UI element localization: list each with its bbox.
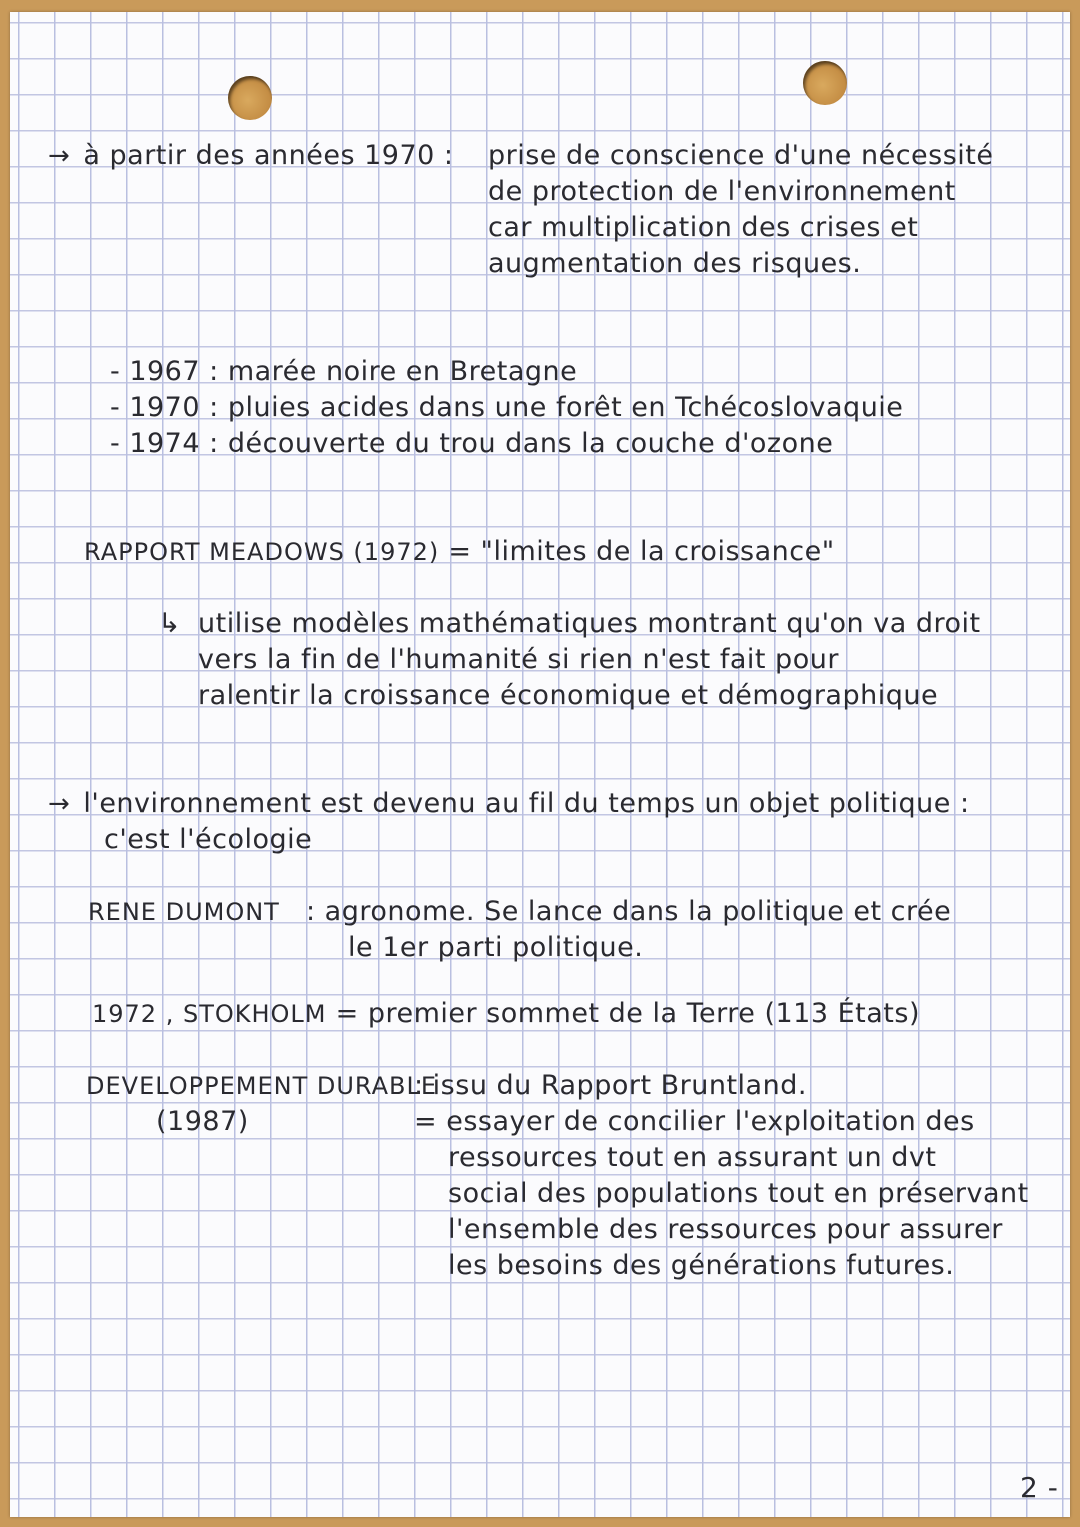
stockholm-title: 1972 , STOKHOLM xyxy=(92,1000,327,1028)
durable-line: = essayer de concilier l'exploitation des xyxy=(414,1106,975,1137)
ecology-note xyxy=(48,786,970,858)
event-year: - 1974 : xyxy=(110,428,219,459)
durable-year: (1987) xyxy=(156,1106,249,1137)
return-arrow-icon: ↳ xyxy=(158,608,182,639)
durable-line: social des populations tout en préservant xyxy=(448,1178,1029,1209)
stockholm-note xyxy=(92,996,920,1032)
intro-body xyxy=(488,138,993,282)
durable-line: l'ensemble des ressources pour assurer xyxy=(448,1214,1003,1245)
intro-lead xyxy=(48,138,454,174)
event-text: découverte du trou dans la couche d'ozone xyxy=(227,428,834,459)
meadows-title: RAPPORT MEADOWS (1972) xyxy=(84,538,440,566)
intro-line: car multiplication des crises et xyxy=(488,212,919,243)
dumont-title: RENE DUMONT xyxy=(88,898,280,926)
meadows-body xyxy=(198,606,981,714)
meadows-heading xyxy=(84,534,835,570)
intro-lead-text: à partir des années 1970 : xyxy=(83,140,454,171)
stockholm-text: = premier sommet de la Terre (113 États) xyxy=(335,998,920,1029)
punch-hole-right xyxy=(803,61,847,105)
meadows-line: vers la fin de l'humanité si rien n'est fait pour xyxy=(198,644,839,675)
event-year: - 1970 : xyxy=(110,392,219,423)
events-list xyxy=(110,354,903,462)
dumont-body xyxy=(306,894,951,966)
intro-line: prise de conscience d'une nécessité xyxy=(488,140,994,171)
meadows-equals: = "limites de la croissance" xyxy=(448,536,835,567)
dumont-line: le 1er parti politique. xyxy=(348,932,644,963)
event-year: - 1967 : xyxy=(110,356,219,387)
event-text: marée noire en Bretagne xyxy=(227,356,578,387)
durable-title: DEVELOPPEMENT DURABLE xyxy=(86,1072,438,1100)
notebook-page xyxy=(10,12,1070,1517)
event-item xyxy=(110,426,903,462)
durable-line: ressources tout en assurant un dvt xyxy=(448,1142,937,1173)
page-number: 2 - xyxy=(1020,1471,1059,1504)
event-text: pluies acides dans une forêt en Tchécoslovaquie xyxy=(227,392,904,423)
event-item xyxy=(110,390,903,426)
intro-line: de protection de l'environnement xyxy=(488,176,956,207)
intro-line: augmentation des risques. xyxy=(488,248,862,279)
ecology-line: l'environnement est devenu au fil du temps un objet politique : xyxy=(83,788,970,819)
meadows-line: utilise modèles mathématiques montrant qu'on va droit xyxy=(198,608,981,639)
dumont-line: : agronome. Se lance dans la politique et crée xyxy=(306,896,952,927)
ecology-line: c'est l'écologie xyxy=(104,824,313,855)
punch-hole-left xyxy=(228,76,272,120)
arrow-right-icon: → xyxy=(48,789,71,819)
arrow-right-icon: → xyxy=(48,141,71,171)
event-item xyxy=(110,354,903,390)
durable-line: les besoins des générations futures. xyxy=(448,1250,955,1281)
meadows-line: ralentir la croissance économique et démographique xyxy=(198,680,939,711)
durable-body xyxy=(414,1068,1029,1284)
durable-line: : issu du Rapport Bruntland. xyxy=(414,1070,807,1101)
